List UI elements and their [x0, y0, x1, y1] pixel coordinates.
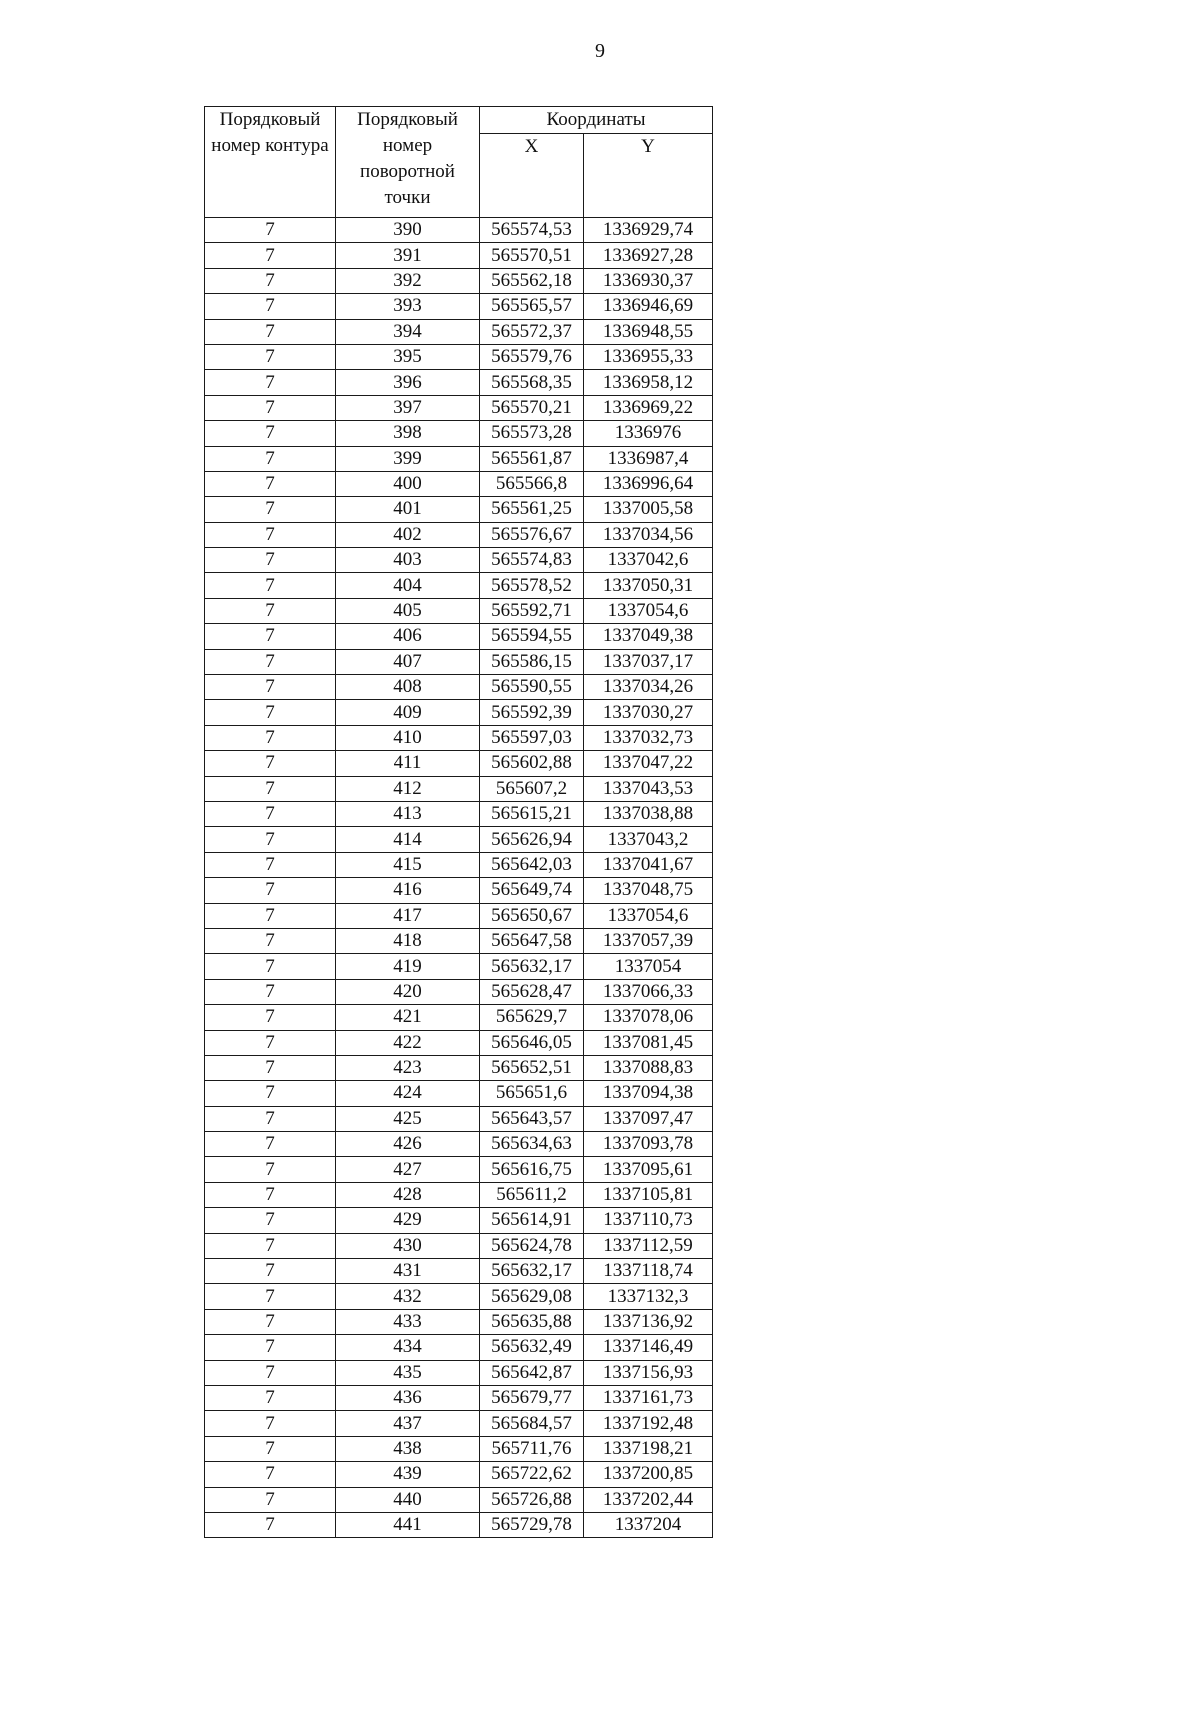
contour-number-cell: 7	[205, 827, 336, 852]
contour-number-cell: 7	[205, 751, 336, 776]
point-number-cell: 431	[336, 1259, 480, 1284]
y-coordinate-cell: 1337005,58	[584, 497, 713, 522]
contour-number-cell: 7	[205, 1106, 336, 1131]
x-coordinate-cell: 565616,75	[480, 1157, 584, 1182]
table-row	[205, 1284, 713, 1309]
point-number-cell: 390	[336, 218, 480, 243]
y-coordinate-cell: 1337204	[584, 1512, 713, 1537]
contour-number-cell: 7	[205, 598, 336, 623]
x-coordinate-cell: 565576,67	[480, 522, 584, 547]
table-row	[205, 1462, 713, 1487]
x-coordinate-cell: 565611,2	[480, 1182, 584, 1207]
contour-number-cell: 7	[205, 1259, 336, 1284]
y-coordinate-cell: 1337192,48	[584, 1411, 713, 1436]
y-coordinate-cell: 1336996,64	[584, 471, 713, 496]
point-number-cell: 425	[336, 1106, 480, 1131]
table-body	[205, 218, 713, 1538]
y-coordinate-cell: 1336929,74	[584, 218, 713, 243]
table-row	[205, 1335, 713, 1360]
table-row	[205, 548, 713, 573]
contour-number-cell: 7	[205, 471, 336, 496]
point-number-cell: 405	[336, 598, 480, 623]
x-coordinate-cell: 565635,88	[480, 1309, 584, 1334]
point-number-cell: 426	[336, 1132, 480, 1157]
table-row	[205, 370, 713, 395]
table-row	[205, 1081, 713, 1106]
point-number-cell: 427	[336, 1157, 480, 1182]
y-coordinate-cell: 1337094,38	[584, 1081, 713, 1106]
table-row	[205, 827, 713, 852]
y-coordinate-cell: 1337200,85	[584, 1462, 713, 1487]
table-row	[205, 243, 713, 268]
y-coordinate-cell: 1337057,39	[584, 928, 713, 953]
x-coordinate-cell: 565574,53	[480, 218, 584, 243]
y-coordinate-cell: 1336946,69	[584, 294, 713, 319]
point-number-cell: 399	[336, 446, 480, 471]
x-coordinate-cell: 565647,58	[480, 928, 584, 953]
y-coordinate-cell: 1336976	[584, 421, 713, 446]
x-coordinate-cell: 565573,28	[480, 421, 584, 446]
header-contour-number: Порядковый номер контура	[205, 107, 336, 218]
contour-number-cell: 7	[205, 903, 336, 928]
point-number-cell: 435	[336, 1360, 480, 1385]
contour-number-cell: 7	[205, 218, 336, 243]
point-number-cell: 420	[336, 979, 480, 1004]
table-row	[205, 1360, 713, 1385]
contour-number-cell: 7	[205, 243, 336, 268]
x-coordinate-cell: 565726,88	[480, 1487, 584, 1512]
header-coordinates: Координаты	[480, 107, 713, 134]
y-coordinate-cell: 1337047,22	[584, 751, 713, 776]
table-row	[205, 954, 713, 979]
table-row	[205, 624, 713, 649]
x-coordinate-cell: 565590,55	[480, 675, 584, 700]
x-coordinate-cell: 565629,08	[480, 1284, 584, 1309]
y-coordinate-cell: 1337043,53	[584, 776, 713, 801]
point-number-cell: 411	[336, 751, 480, 776]
y-coordinate-cell: 1336955,33	[584, 344, 713, 369]
point-number-cell: 404	[336, 573, 480, 598]
table-row	[205, 573, 713, 598]
x-coordinate-cell: 565646,05	[480, 1030, 584, 1055]
x-coordinate-cell: 565592,39	[480, 700, 584, 725]
y-coordinate-cell: 1337132,3	[584, 1284, 713, 1309]
table-row	[205, 421, 713, 446]
contour-number-cell: 7	[205, 1233, 336, 1258]
table-row	[205, 1005, 713, 1030]
point-number-cell: 418	[336, 928, 480, 953]
point-number-cell: 394	[336, 319, 480, 344]
point-number-cell: 422	[336, 1030, 480, 1055]
y-coordinate-cell: 1337054,6	[584, 598, 713, 623]
x-coordinate-cell: 565565,57	[480, 294, 584, 319]
contour-number-cell: 7	[205, 548, 336, 573]
point-number-cell: 412	[336, 776, 480, 801]
x-coordinate-cell: 565642,87	[480, 1360, 584, 1385]
y-coordinate-cell: 1337042,6	[584, 548, 713, 573]
table-row	[205, 1259, 713, 1284]
contour-number-cell: 7	[205, 928, 336, 953]
x-coordinate-cell: 565652,51	[480, 1055, 584, 1080]
x-coordinate-cell: 565651,6	[480, 1081, 584, 1106]
x-coordinate-cell: 565578,52	[480, 573, 584, 598]
x-coordinate-cell: 565597,03	[480, 725, 584, 750]
table-row	[205, 776, 713, 801]
x-coordinate-cell: 565632,17	[480, 954, 584, 979]
contour-number-cell: 7	[205, 979, 336, 1004]
contour-number-cell: 7	[205, 1360, 336, 1385]
contour-number-cell: 7	[205, 649, 336, 674]
x-coordinate-cell: 565570,51	[480, 243, 584, 268]
table-row	[205, 1436, 713, 1461]
point-number-cell: 433	[336, 1309, 480, 1334]
point-number-cell: 441	[336, 1512, 480, 1537]
y-coordinate-cell: 1337198,21	[584, 1436, 713, 1461]
contour-number-cell: 7	[205, 268, 336, 293]
table-row	[205, 1106, 713, 1131]
point-number-cell: 438	[336, 1436, 480, 1461]
point-number-cell: 409	[336, 700, 480, 725]
y-coordinate-cell: 1337112,59	[584, 1233, 713, 1258]
table-row	[205, 649, 713, 674]
contour-number-cell: 7	[205, 700, 336, 725]
contour-number-cell: 7	[205, 1157, 336, 1182]
y-coordinate-cell: 1337032,73	[584, 725, 713, 750]
header-point-number: Порядковый номер поворотной точки	[336, 107, 480, 218]
table-row	[205, 522, 713, 547]
contour-number-cell: 7	[205, 954, 336, 979]
y-coordinate-cell: 1336969,22	[584, 395, 713, 420]
table-row	[205, 1385, 713, 1410]
contour-number-cell: 7	[205, 624, 336, 649]
x-coordinate-cell: 565722,62	[480, 1462, 584, 1487]
y-coordinate-cell: 1337156,93	[584, 1360, 713, 1385]
point-number-cell: 440	[336, 1487, 480, 1512]
x-coordinate-cell: 565579,76	[480, 344, 584, 369]
contour-number-cell: 7	[205, 344, 336, 369]
point-number-cell: 393	[336, 294, 480, 319]
x-coordinate-cell: 565561,87	[480, 446, 584, 471]
point-number-cell: 391	[336, 243, 480, 268]
point-number-cell: 407	[336, 649, 480, 674]
x-coordinate-cell: 565628,47	[480, 979, 584, 1004]
contour-number-cell: 7	[205, 1512, 336, 1537]
x-coordinate-cell: 565586,15	[480, 649, 584, 674]
x-coordinate-cell: 565572,37	[480, 319, 584, 344]
table-row	[205, 1309, 713, 1334]
point-number-cell: 430	[336, 1233, 480, 1258]
x-coordinate-cell: 565643,57	[480, 1106, 584, 1131]
table-row	[205, 801, 713, 826]
y-coordinate-cell: 1337088,83	[584, 1055, 713, 1080]
x-coordinate-cell: 565602,88	[480, 751, 584, 776]
x-coordinate-cell: 565624,78	[480, 1233, 584, 1258]
y-coordinate-cell: 1337081,45	[584, 1030, 713, 1055]
x-coordinate-cell: 565574,83	[480, 548, 584, 573]
y-coordinate-cell: 1337093,78	[584, 1132, 713, 1157]
x-coordinate-cell: 565711,76	[480, 1436, 584, 1461]
x-coordinate-cell: 565615,21	[480, 801, 584, 826]
point-number-cell: 392	[336, 268, 480, 293]
contour-number-cell: 7	[205, 675, 336, 700]
x-coordinate-cell: 565642,03	[480, 852, 584, 877]
contour-number-cell: 7	[205, 522, 336, 547]
table-row	[205, 928, 713, 953]
y-coordinate-cell: 1337161,73	[584, 1385, 713, 1410]
table-row	[205, 1512, 713, 1537]
point-number-cell: 423	[336, 1055, 480, 1080]
x-coordinate-cell: 565592,71	[480, 598, 584, 623]
contour-number-cell: 7	[205, 1030, 336, 1055]
x-coordinate-cell: 565562,18	[480, 268, 584, 293]
y-coordinate-cell: 1337030,27	[584, 700, 713, 725]
point-number-cell: 417	[336, 903, 480, 928]
table-row	[205, 1182, 713, 1207]
contour-number-cell: 7	[205, 1436, 336, 1461]
point-number-cell: 410	[336, 725, 480, 750]
point-number-cell: 398	[336, 421, 480, 446]
point-number-cell: 403	[336, 548, 480, 573]
point-number-cell: 396	[336, 370, 480, 395]
point-number-cell: 395	[336, 344, 480, 369]
contour-number-cell: 7	[205, 1208, 336, 1233]
y-coordinate-cell: 1337037,17	[584, 649, 713, 674]
y-coordinate-cell: 1337050,31	[584, 573, 713, 598]
y-coordinate-cell: 1337097,47	[584, 1106, 713, 1131]
x-coordinate-cell: 565566,8	[480, 471, 584, 496]
point-number-cell: 406	[336, 624, 480, 649]
y-coordinate-cell: 1337041,67	[584, 852, 713, 877]
table-row	[205, 319, 713, 344]
table-row	[205, 344, 713, 369]
contour-number-cell: 7	[205, 497, 336, 522]
point-number-cell: 421	[336, 1005, 480, 1030]
contour-number-cell: 7	[205, 725, 336, 750]
contour-number-cell: 7	[205, 294, 336, 319]
y-coordinate-cell: 1337054,6	[584, 903, 713, 928]
contour-number-cell: 7	[205, 1309, 336, 1334]
point-number-cell: 413	[336, 801, 480, 826]
header-y: Y	[584, 134, 713, 218]
table-row	[205, 852, 713, 877]
y-coordinate-cell: 1337110,73	[584, 1208, 713, 1233]
table-header	[205, 107, 713, 218]
y-coordinate-cell: 1337034,26	[584, 675, 713, 700]
x-coordinate-cell: 565594,55	[480, 624, 584, 649]
point-number-cell: 397	[336, 395, 480, 420]
table-row	[205, 751, 713, 776]
x-coordinate-cell: 565561,25	[480, 497, 584, 522]
contour-number-cell: 7	[205, 1385, 336, 1410]
table-row	[205, 1411, 713, 1436]
table-row	[205, 1055, 713, 1080]
point-number-cell: 424	[336, 1081, 480, 1106]
y-coordinate-cell: 1337136,92	[584, 1309, 713, 1334]
contour-number-cell: 7	[205, 878, 336, 903]
point-number-cell: 439	[336, 1462, 480, 1487]
point-number-cell: 408	[336, 675, 480, 700]
point-number-cell: 432	[336, 1284, 480, 1309]
point-number-cell: 437	[336, 1411, 480, 1436]
contour-number-cell: 7	[205, 1335, 336, 1360]
point-number-cell: 401	[336, 497, 480, 522]
table-row	[205, 903, 713, 928]
x-coordinate-cell: 565684,57	[480, 1411, 584, 1436]
x-coordinate-cell: 565649,74	[480, 878, 584, 903]
contour-number-cell: 7	[205, 1005, 336, 1030]
table-row	[205, 497, 713, 522]
y-coordinate-cell: 1337043,2	[584, 827, 713, 852]
contour-number-cell: 7	[205, 1182, 336, 1207]
contour-number-cell: 7	[205, 1284, 336, 1309]
y-coordinate-cell: 1337048,75	[584, 878, 713, 903]
x-coordinate-cell: 565679,77	[480, 1385, 584, 1410]
x-coordinate-cell: 565729,78	[480, 1512, 584, 1537]
x-coordinate-cell: 565614,91	[480, 1208, 584, 1233]
contour-number-cell: 7	[205, 1055, 336, 1080]
y-coordinate-cell: 1337105,81	[584, 1182, 713, 1207]
point-number-cell: 415	[336, 852, 480, 877]
x-coordinate-cell: 565632,17	[480, 1259, 584, 1284]
point-number-cell: 428	[336, 1182, 480, 1207]
table-row	[205, 675, 713, 700]
table-row	[205, 1233, 713, 1258]
contour-number-cell: 7	[205, 801, 336, 826]
table-row	[205, 471, 713, 496]
table-row	[205, 294, 713, 319]
contour-number-cell: 7	[205, 370, 336, 395]
point-number-cell: 416	[336, 878, 480, 903]
x-coordinate-cell: 565634,63	[480, 1132, 584, 1157]
y-coordinate-cell: 1336930,37	[584, 268, 713, 293]
x-coordinate-cell: 565632,49	[480, 1335, 584, 1360]
coordinates-table	[204, 106, 713, 1538]
y-coordinate-cell: 1337118,74	[584, 1259, 713, 1284]
contour-number-cell: 7	[205, 1132, 336, 1157]
point-number-cell: 402	[336, 522, 480, 547]
table-row	[205, 446, 713, 471]
y-coordinate-cell: 1337146,49	[584, 1335, 713, 1360]
contour-number-cell: 7	[205, 395, 336, 420]
y-coordinate-cell: 1336948,55	[584, 319, 713, 344]
table-row	[205, 1157, 713, 1182]
table-row	[205, 1208, 713, 1233]
table-row	[205, 1030, 713, 1055]
contour-number-cell: 7	[205, 421, 336, 446]
page-number: 9	[595, 40, 605, 62]
table-row	[205, 725, 713, 750]
contour-number-cell: 7	[205, 446, 336, 471]
y-coordinate-cell: 1337038,88	[584, 801, 713, 826]
table-row	[205, 268, 713, 293]
table-row	[205, 878, 713, 903]
y-coordinate-cell: 1337078,06	[584, 1005, 713, 1030]
y-coordinate-cell: 1337202,44	[584, 1487, 713, 1512]
table-row	[205, 700, 713, 725]
table-row	[205, 395, 713, 420]
contour-number-cell: 7	[205, 1081, 336, 1106]
table-row	[205, 218, 713, 243]
x-coordinate-cell: 565568,35	[480, 370, 584, 395]
y-coordinate-cell: 1336958,12	[584, 370, 713, 395]
header-x: X	[480, 134, 584, 218]
y-coordinate-cell: 1337034,56	[584, 522, 713, 547]
point-number-cell: 429	[336, 1208, 480, 1233]
contour-number-cell: 7	[205, 852, 336, 877]
point-number-cell: 414	[336, 827, 480, 852]
y-coordinate-cell: 1337049,38	[584, 624, 713, 649]
contour-number-cell: 7	[205, 1462, 336, 1487]
contour-number-cell: 7	[205, 319, 336, 344]
x-coordinate-cell: 565570,21	[480, 395, 584, 420]
table-row	[205, 979, 713, 1004]
point-number-cell: 400	[336, 471, 480, 496]
point-number-cell: 436	[336, 1385, 480, 1410]
point-number-cell: 434	[336, 1335, 480, 1360]
y-coordinate-cell: 1337054	[584, 954, 713, 979]
x-coordinate-cell: 565650,67	[480, 903, 584, 928]
y-coordinate-cell: 1336927,28	[584, 243, 713, 268]
table-row	[205, 1487, 713, 1512]
y-coordinate-cell: 1337095,61	[584, 1157, 713, 1182]
y-coordinate-cell: 1337066,33	[584, 979, 713, 1004]
y-coordinate-cell: 1336987,4	[584, 446, 713, 471]
contour-number-cell: 7	[205, 1411, 336, 1436]
x-coordinate-cell: 565629,7	[480, 1005, 584, 1030]
table-row	[205, 1132, 713, 1157]
point-number-cell: 419	[336, 954, 480, 979]
contour-number-cell: 7	[205, 776, 336, 801]
contour-number-cell: 7	[205, 573, 336, 598]
table-row	[205, 598, 713, 623]
contour-number-cell: 7	[205, 1487, 336, 1512]
x-coordinate-cell: 565626,94	[480, 827, 584, 852]
x-coordinate-cell: 565607,2	[480, 776, 584, 801]
